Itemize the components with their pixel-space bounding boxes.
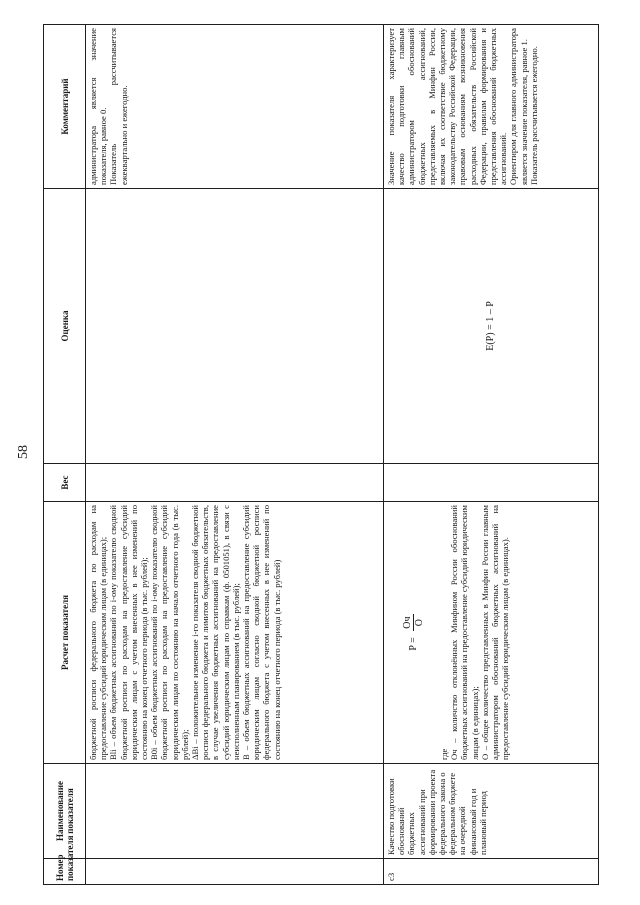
indicator-table — [43, 24, 599, 885]
formula-denominator: O — [414, 618, 425, 627]
row2-comment-line: Ориентиром для главного администратора является значение показателя, равное 1. — [508, 28, 529, 185]
row1-calc-line: B0i – объем бюджетных ассигнований по i-ому показателю сводной бюджетной росписи по расходам на предоставление субсидий юридическим лицам по состоянию на начало отчетного года (в тыс. рублей); — [149, 505, 190, 760]
header-name: Наименование показателя — [44, 764, 86, 859]
row2-number: c3 — [384, 859, 599, 885]
header-number: Номер показателя — [44, 859, 86, 885]
row2-calc-line: O – общее количество представленных в Минфин России главным администратором обоснований бюджетных ассигнований на предоставление субсидий юридическим лицам (в единицах). — [479, 505, 511, 760]
row1-number — [86, 859, 384, 885]
header-comment: Комментарий — [44, 25, 86, 189]
row2-comment — [384, 25, 599, 189]
formula-fraction — [402, 614, 425, 630]
row2-score: E(P) = 1 – P — [384, 189, 599, 464]
formula-numerator: Oч — [402, 616, 413, 629]
row2-name: Качество подготовки обоснований бюджетных ассигнований при формировании проекта федерального закона о федеральном бюджете на очередной финансовый год и плановый период — [384, 764, 599, 859]
page-number: 58 — [16, 445, 31, 459]
row1-calc-line: Bli – объем бюджетных ассигнований по i-ому показателю сводной бюджетной росписи по расходам на предоставление субсидий юридическим лицам с учетом внесенных в нее изменений по состоянию на конец отчетного периода (в тыс. рублей); — [108, 505, 150, 760]
row2-calculation — [384, 502, 599, 764]
row2-weight — [384, 464, 599, 502]
formula-lhs: P = — [407, 634, 419, 651]
header-calculation: Расчет показателя — [44, 502, 86, 764]
row1-comment-line: Показатель рассчитывается ежеквартально и ежегодно. — [108, 28, 129, 185]
row1-score — [86, 189, 384, 464]
row2-calc-line: где — [439, 748, 449, 760]
row2-comment-line: Показатель рассчитывается ежегодно. — [528, 46, 539, 185]
header-weight: Вес — [44, 464, 86, 502]
row1-calc-line: ΔBi – положительное изменение i-го показателя сводной бюджетной росписи федерального бюджета и лимитов бюджетных обязательств, в случае увеличения бюджетных ассигнований на предоставление субсидий юридическим лицам по справкам (ф. 0501051), в связи с неисполненным планированием (в тыс. рублей); — [190, 505, 241, 760]
indicator-table-rotated — [43, 25, 598, 885]
row1-comment-line: администратора является значение показателя, равное 0. — [88, 28, 109, 185]
row1-calc-line: B – объем бюджетных ассигнований на предоставление субсидий юридическим лицам согласно сводной бюджетной росписи федерального бюджета с учетом внесенных в нее изменений по состоянию на конец отчетного периода (в тыс. рублей) — [241, 505, 282, 760]
row1-name — [86, 764, 384, 859]
row1-weight — [86, 464, 384, 502]
table-row — [384, 25, 599, 885]
table-header-row — [44, 25, 86, 885]
row2-calc-line: Oч – количство отклонённых Минфином России обоснований бюджетных ассигнований на предоставление субсидий юридическим лицам (в единицах); — [449, 505, 480, 760]
row1-comment — [86, 25, 384, 189]
row2-comment-line: Значение показателя характеризует качество подготовки главным администратором обоснований бюджетных ассигнований, представляемых в Минфин России, включая их соответствие бюджетному законодательству Российской Федерации, правовым основаниям возникновения расходных обязательств Российской Федерации, правилам формирования и представления обоснований бюджетных ассигнований. — [386, 28, 509, 185]
table-row — [86, 25, 384, 885]
row2-formula — [386, 505, 439, 760]
row1-calculation — [86, 502, 384, 764]
row1-calc-line: бюджетной росписи федерального бюджета по расходам на предоставление субсидий юридическим лицам (в единицах); — [88, 505, 109, 760]
header-score: Оценка — [44, 189, 86, 464]
